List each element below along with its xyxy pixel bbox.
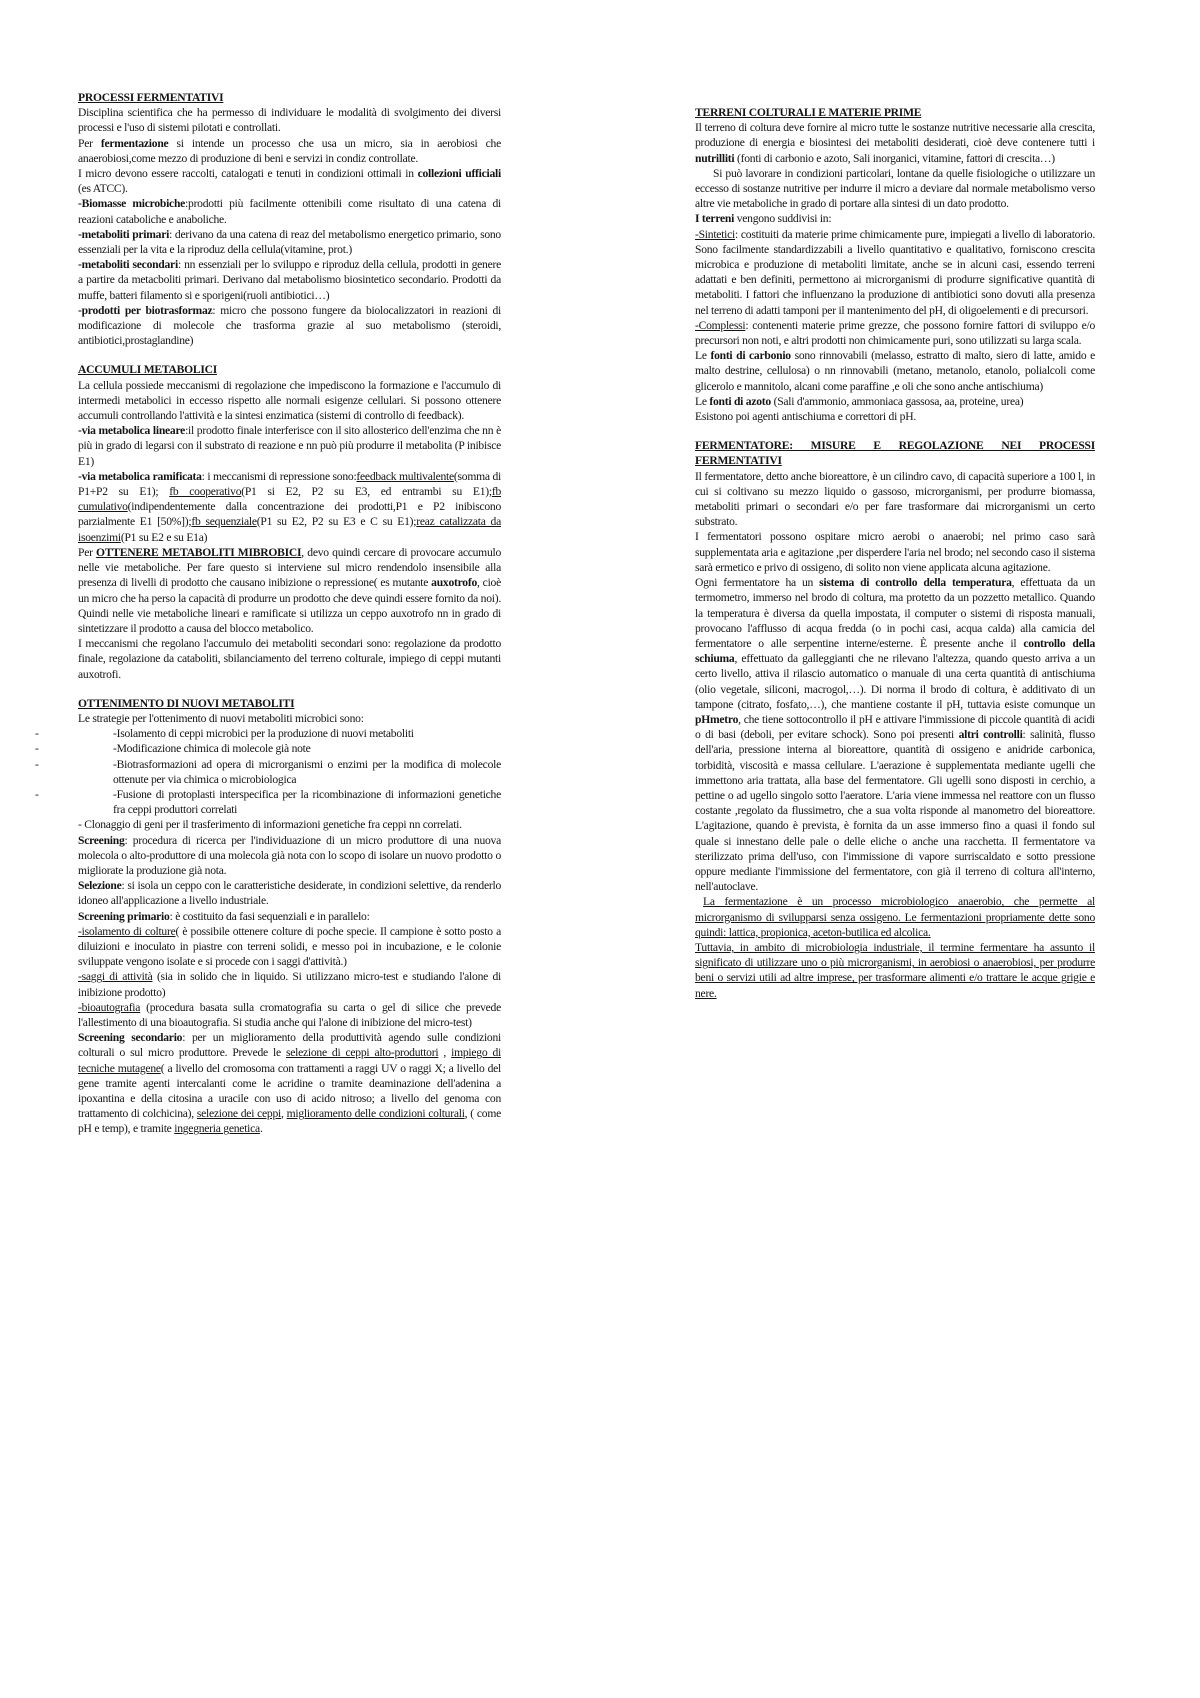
- section-title: PROCESSI FERMENTATIVI: [78, 91, 224, 104]
- paragraph: Si può lavorare in condizioni particolari, lontane da quelle fisiologiche o utilizzare un eccesso di sostanze nutritive per indurre il micro a deviare dal normale metabolismo verso altre vie metaboliche in grado di portare alla sintesi di un dato prodotto.: [695, 166, 1095, 211]
- list-item: - -Isolamento di ceppi microbici per la produzione di nuovi metaboliti: [35, 727, 414, 741]
- paragraph: I fermentatori possono ospitare micro aerobi o anaerobi; nel primo caso sarà supplementata aria e agitazione ,per disperdere l'aria nel brodo; nel secondo caso il sistema sarà ermetico e privo di ossigeno, di solito non viene applicata alcuna agitazione.: [695, 530, 1095, 574]
- paragraph: I terreni vengono suddivisi in:: [695, 212, 832, 226]
- paragraph: Screening primario: è costituito da fasi sequenziali e in parallelo:: [78, 909, 370, 923]
- list-item: - -Biotrasformazioni ad opera di microrganismi o enzimi per la modifica di molecole ottenute per via chimica o microbiologica: [35, 757, 501, 786]
- paragraph: -Biomasse microbiche:prodotti più facilmente ottenibili come risultato di una catena di reazioni cataboliche e anaboliche.: [78, 197, 501, 226]
- section-terreni-colturali: [695, 105, 1095, 424]
- paragraph: Screening: procedura di ricerca per l'individuazione di un micro produttore di una nuova molecola o alto-produttore di una molecola già nota con lo scopo di isolare un nuovo prodotto o migliorate la produzione già nota.: [78, 833, 501, 877]
- paragraph: Le fonti di carbonio sono rinnovabili (melasso, estratto di malto, siero di latte, amido e malto destrine, cellulosa) o nn rinnovabili (metano, metanolo, etanolo, polialcoli come glicerolo e mannitolo, alcani come paraffine ,e oli che sono anche antischiuma): [695, 349, 1096, 393]
- list-item: - Clonaggio di geni per il trasferimento di informazioni genetiche fra ceppi nn correlati.: [78, 818, 462, 832]
- paragraph: -Sintetici: costituiti da materie prime chimicamente pure, impiegati a livello di laboratorio. Sono facilmente standardizzabili a livello quantitativo e qualitativo, forniscono crescita microbica e produzione di metaboliti limitate, anche se in alcuni casi, essendo terreni adattati e ben definiti, permettono ai microrganismi di produrre significative quantità di metaboliti. I fattori che influenzano la produzione di antibiotici sono dovuti alla presenza nel terreno di adatti tamponi per il mantenimento del pH, di oligoelementi e di precursori.: [695, 227, 1095, 317]
- paragraph: -metaboliti secondari: nn essenziali per lo sviluppo e riproduz della cellula, prodotti in genere a partire da metacboliti primari. Derivano dal metabolismo biosintetico secondario. Prodotti da muffe, batteri filamento si e sporigeni(ruoli antibiotici…): [78, 258, 502, 302]
- paragraph: La fermentazione è un processo microbiologico anaerobio, che permette al microrganismo di svilupparsi senza ossigeno. Le fermentazioni propriamente dette sono quindi: lattica, propionica, aceton-butilica ed alcolica.: [695, 895, 1095, 939]
- paragraph: Disciplina scientifica che ha permesso di individuare le modalità di svolgimento dei diversi processi e l'uso di sistemi pilotati e controllati.: [78, 106, 501, 135]
- paragraph: -metaboliti primari: derivano da una catena di reaz del metabolismo energetico primario, sono essenziali per la vita e la riproduz della cellula(vitamine, prot.): [78, 227, 501, 257]
- section-ottenimento-nuovi-metaboliti: [35, 696, 501, 1137]
- left-column: [35, 90, 502, 1151]
- list-item: - -Modificazione chimica di molecole già note: [35, 742, 311, 756]
- paragraph: -saggi di attività (sia in solido che in liquido. Si utilizzano micro-test e studiando l'alone di inibizione prodotto): [78, 970, 501, 999]
- list-item: - -Fusione di protoplasti interspecifica per la ricombinazione di informazioni genetiche fra ceppi produttori correlati: [35, 787, 501, 817]
- paragraph: Esistono poi agenti antischiuma e correttori di pH.: [695, 410, 917, 424]
- paragraph: Le fonti di azoto (Sali d'ammonio, ammoniaca gassosa, aa, proteine, urea): [695, 394, 1024, 408]
- section-title: OTTENIMENTO DI NUOVI METABOLITI: [78, 696, 295, 710]
- paragraph: Tuttavia, in ambito di microbiologia industriale, il termine fermentare ha assunto il significato di utilizzare uno o più microrganismi, in aerobiosi o anaerobiosi, per produrre beni o servizi utili ad altre imprese, per trasformare alimenti e/o trattare le acque grigie e nere.: [695, 940, 1095, 1000]
- paragraph: -via metabolica lineare:il prodotto finale interferisce con il sito allosterico dell'enzima che nn è più in grado di legarsi con il substrato di reazione e nn può più produrre il metabolita (P inibisce E1): [78, 424, 501, 468]
- paragraph: -isolamento di colture( è possibile ottenere colture di poche specie. Il campione è sotto posto a diluizioni e inoculato in piastre con terreni solidi, e messo poi in incubazione, e le colonie sviluppate vengono isolate e si procede con i saggi d'attività.): [78, 924, 501, 969]
- section-fermentatore: [695, 438, 1095, 1001]
- paragraph: Il fermentatore, detto anche bioreattore, è un cilindro cavo, di capacità superiore a 100 l, in cui si coltivano su mezzo liquido o gassoso, microrganismi, per produrre biomassa, metaboliti primari o secondari e/o per fare trasformare dai microrganismi un certo substrato.: [695, 469, 1095, 529]
- paragraph: Screening secondario: per un miglioramento della produttività agendo sulle condizioni colturali o sul micro produttore. Prevede le selezione di ceppi alto-produttori , impiego di tecniche mutagene( a livello del cromosoma con trattamenti a raggi UV o raggi X; a livello del gene tramite agenti intercalanti come le acridine o tramite deaminazione dell'adenina a ipoxantina e della citosina a uracile con uso di acido nitroso; a livello del genoma con trattamento di colchicina), selezione dei ceppi, miglioramento delle condizioni colturali, ( come pH e temp), e tramite ingegneria genetica.: [78, 1031, 501, 1136]
- paragraph: Ogni fermentatore ha un sistema di controllo della temperatura, effettuata da un termometro, immerso nel brodo di coltura, ma protetto da un pozzetto metallico. Quando la temperatura è diversa da quella impostata, il computer o sistemi di risposta manuali, provocano l'afflusso di acqua fredda (o in pochi casi, acqua calda) alla camicia del fermentatore o alle serpentine interne/esterne. È presente anche il controllo della schiuma, effettuato da galleggianti che ne rilevano l'altezza, quando questo arriva a un certo livello, attiva il rilascio automatico o manuale di una certa quantità di antischiuma (olio vegetale, siliconi, macrogol,…). Di norma il brodo di coltura, è additivato di un tampone (citrato, fosfato,…), che mantiene costante il pH, tuttavia esiste comunque un pHmetro, che tiene sottocontrollo il pH e attivare l'immissione di piccole quantità di acidi o di basi (deboli, per evitare schock). Sono poi presenti altri controlli: salinità, flusso dell'aria, pressione interna al bioreattore, quantità di ossigeno e anidride carbonica, torbidità, viscosità e massa cellulare. L'aerazione è supplementata mediante ugelli che immettono aria trattata, alla base del fermentatore. Gli ugelli sono disposti in cerchio, a pettine o ad ugello singolo sotto l'aeratore. L'aria viene immessa nel reattore con un flusso costante ,regolato da flussimetro, che a sua volta risponde al manometro del bioreattore. L'agitazione, quando è prevista, è fornita da un asse immerso fino a quasi il fondo sul quale si innestano delle pale o delle eliche o anche una racchetta. Il fermentatore va sterilizzato prima dell'uso, con l'immissione di vapore surriscaldato e sotto pressione oppure mediante l'immissione del fermentatore, con già il terreno di coltura all'interno, nell'autoclave.: [695, 576, 1096, 894]
- paragraph: -via metabolica ramificata: i meccanismi di repressione sono:feedback multivalente(somma di P1+P2 su E1); fb cooperativo(P1 si E2, P2 su E3, ed entrambi su E1);fb cumulativo(indipendentemente dalla concentrazione dei prodotti,P1 e P2 inibiscono parzialmente E1 [50%]);fb sequenziale(P1 su E2, P2 su E3 e C su E1);reaz catalizzata da isoenzimi(P1 su E2 e su E1a): [78, 469, 502, 544]
- paragraph: -bioautografia (procedura basata sulla cromatografia su carta o gel di silice che prevede l'allestimento di una bioautografia. Si studia anche qui l'alone di inibizione del micro-test): [78, 1000, 501, 1029]
- paragraph: -prodotti per biotrasformaz: micro che possono fungere da biolocalizzatori in reazioni di modificazione di molecole che trasforma grazie al suo metabolismo (steroidi, antibiotici,prostaglandine): [78, 303, 501, 348]
- section-processi-fermentativi: [78, 90, 501, 348]
- paragraph: La cellula possiede meccanismi di regolazione che impediscono la formazione e l'accumulo di intermedi metabolici in eccesso rispetto alle normali esigenze cellulari. Si possono ottenere accumuli controllando l'attività e la sintesi enzimatica (sistemi di controllo di feedback).: [78, 378, 501, 423]
- paragraph: I meccanismi che regolano l'accumulo dei metaboliti secondari sono: regolazione da prodotto finale, regolazione da cataboliti, sbilanciamento del terreno colturale, impiego di ceppi mutanti auxotrofi.: [78, 637, 501, 681]
- paragraph: -Complessi: contenenti materie prime grezze, che possono fornire fattori di sviluppo e/o precursori non noti, e altri prodotti non chimicamente puri, sono utilizzati su larga scala.: [695, 318, 1095, 348]
- paragraph: Il terreno di coltura deve fornire al micro tutte le sostanze nutritive necessarie alla crescita, produzione di energia e biosintesi dei metaboliti desiderati, cioè deve contenere tutti i nutrilliti (fonti di carbonio e azoto, Sali inorganici, vitamine, fattori di crescita…): [695, 121, 1095, 165]
- section-title: TERRENI COLTURALI E MATERIE PRIME: [695, 106, 922, 119]
- paragraph: Per OTTENERE METABOLITI MIBROBICI, devo quindi cercare di provocare accumulo nelle vie metaboliche. Per fare questo si interviene sul micro rendendolo insensibile alla presenza di livelli di prodotto che causano inibizione o repressione( es mutante auxotrofo, cioè un micro che ha perso la capacità di produrre un prodotto che deve quindi essere fornito da noi). Quindi nelle vie metaboliche lineari e ramificate si utilizza un ceppo auxotrofo nn in grado di sintetizzare il prodotto a causa del blocco metabolico.: [78, 545, 502, 635]
- section-title: ACCUMULI METABOLICI: [78, 363, 217, 377]
- paragraph: Selezione: si isola un ceppo con le caratteristiche desiderate, in condizioni selettive, da renderlo idoneo all'applicazione a livello industriale.: [78, 879, 501, 908]
- paragraph: Per fermentazione si intende un processo che usa un micro, sia in aerobiosi che anaerobiosi,come mezzo di produzione di beni e servizi in condiz controllate.: [78, 136, 501, 165]
- paragraph: Le strategie per l'ottenimento di nuovi metaboliti microbici sono:: [78, 711, 364, 725]
- section-title: FERMENTATORE: MISURE E REGOLAZIONE NEI PROCESSI FERMENTATIVI: [695, 439, 1095, 468]
- paragraph: I micro devono essere raccolti, catalogati e tenuti in condizioni ottimali in collezioni ufficiali (es ATCC).: [78, 167, 501, 196]
- right-column: [695, 105, 1095, 1015]
- section-accumuli-metabolici: [78, 362, 501, 681]
